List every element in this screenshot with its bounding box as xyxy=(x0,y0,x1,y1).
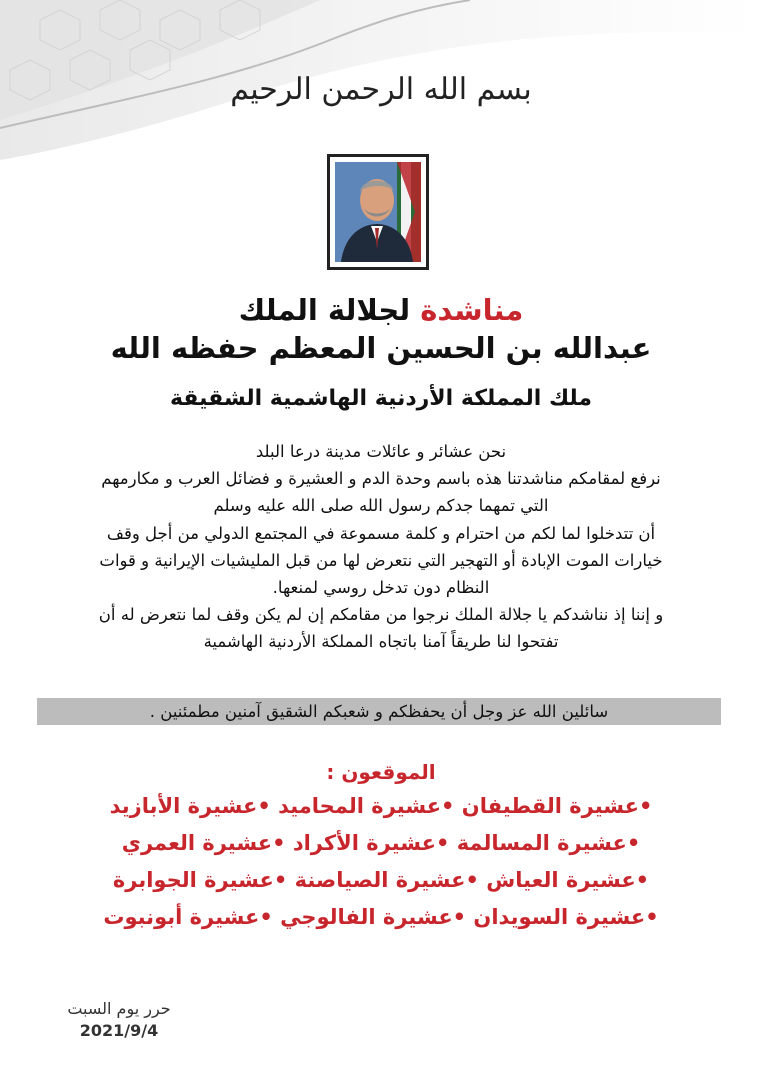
appeal-body xyxy=(20,438,742,656)
closing-line: سائلين الله عز وجل أن يحفظكم و شعبكم الشقيق آمنين مطمئنين . xyxy=(149,702,609,721)
signers-line: •عشيرة السويدان •عشيرة الفالوجي •عشيرة أبونبوت xyxy=(103,905,659,929)
portrait-frame xyxy=(327,154,429,270)
signers-section xyxy=(0,756,762,936)
title-line-3: ملك المملكة الأردنية الهاشمية الشقيقة xyxy=(169,386,593,411)
title-block xyxy=(0,292,762,416)
footer-date-block xyxy=(54,998,184,1042)
body-line: نحن عشائر و عائلات مدينة درعا البلد xyxy=(255,442,507,461)
date-value: 2021/9/4 xyxy=(79,1021,159,1040)
king-portrait-photo xyxy=(335,162,421,262)
title-line-2: عبدالله بن الحسين المعظم حفظه الله xyxy=(110,331,652,365)
title-line-1 xyxy=(0,292,762,328)
title-highlight: مناشدة xyxy=(420,293,524,327)
signers-line: •عشيرة القطيفان •عشيرة المحاميد •عشيرة الأبازيد xyxy=(109,794,653,818)
signers-line: •عشيرة المسالمة •عشيرة الأكراد •عشيرة العمري xyxy=(121,831,641,855)
body-line: النظام دون تدخل روسي لمنعها. xyxy=(272,578,490,598)
body-line: خيارات الموت الإبادة أو التهجير التي نتعرض لها من قبل المليشيات الإيرانية و قوات xyxy=(99,550,663,570)
body-line: و إننا إذ نناشدكم يا جلالة الملك نرجوا من مقامكم إن لم يكن وقف لما نتعرض له أن xyxy=(98,605,664,625)
signers-title: الموقعون : xyxy=(326,760,436,784)
basmala-calligraphy: بسم الله الرحمن الرحيم xyxy=(230,72,532,107)
written-on-label: حرر يوم السبت xyxy=(67,999,171,1018)
body-line: نرفع لمقامكم مناشدتنا هذه باسم وحدة الدم و العشيرة و فضائل العرب و مكارمهم xyxy=(101,469,661,489)
body-line: التي تمهما جدكم رسول الله صلى الله عليه وسلم xyxy=(213,496,549,516)
body-line: تفتحوا لنا طريقاً آمنا باتجاه المملكة الأردنية الهاشمية xyxy=(203,632,559,652)
signers-line: •عشيرة العياش •عشيرة الصياصنة •عشيرة الجوابرة xyxy=(112,868,650,892)
title-line-1-rest: لجلالة الملك xyxy=(238,293,411,327)
body-line: أن تتدخلوا لما لكم من احترام و كلمة مسموعة في المجتمع الدولي من أجل وقف xyxy=(106,523,656,543)
